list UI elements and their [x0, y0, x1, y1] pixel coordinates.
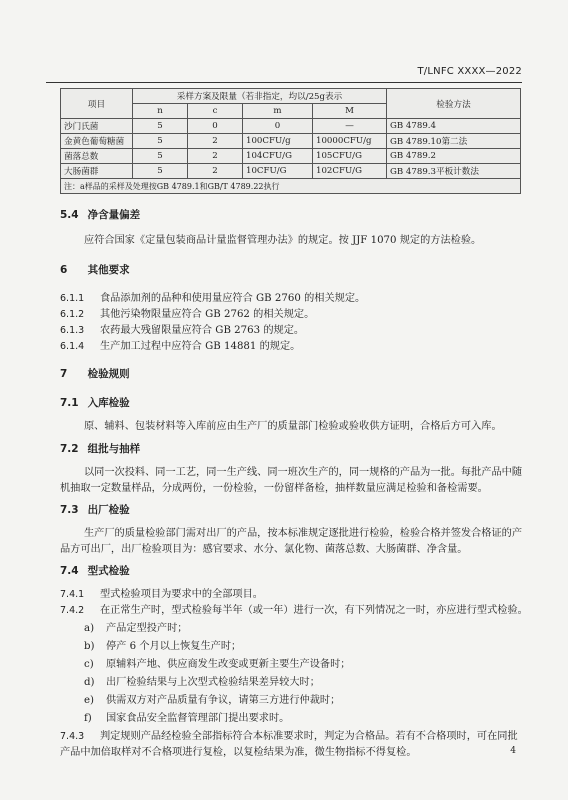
section-heading-6 — [60, 262, 130, 277]
page-number: 4 — [510, 746, 516, 756]
section-heading-7-3 — [60, 502, 130, 517]
list-item — [84, 619, 188, 634]
table-cell: 10000CFU/g — [313, 134, 387, 149]
paragraph-line: 品方可出厂，出厂检验项目为：感官要求、水分、氯化物、菌落总数、大肠菌群、净含量。 — [60, 544, 468, 555]
paragraph: 应符合国家《定量包装商品计量监督管理办法》的规定。按 JJF 1070 规定的方法检验。 — [84, 235, 482, 246]
table-note-row — [61, 179, 521, 194]
table-cell: 100CFU/g — [243, 134, 313, 149]
section-number: 7.4 — [60, 565, 79, 577]
table-cell: 0 — [243, 119, 313, 134]
table-cell: 0 — [188, 119, 243, 134]
header-rule — [46, 82, 522, 83]
section-title: 出厂检验 — [87, 504, 130, 516]
table-header-cell: M — [313, 104, 387, 119]
table-header-cell: n — [133, 104, 188, 119]
table-row — [61, 149, 521, 164]
table-cell: 10CFU/G — [243, 164, 313, 179]
clause-number: 7.4.3 — [60, 731, 85, 742]
table-cell: GB 4789.10第二法 — [387, 134, 521, 149]
microbiology-table — [60, 88, 521, 194]
table-note: 注：a样品的采样及处理按GB 4789.1和GB/T 4789.22执行 — [61, 179, 521, 194]
clause-number: 6.1.4 — [60, 341, 85, 352]
table-cell: 菌落总数 — [61, 149, 133, 164]
table-cell: 5 — [133, 134, 188, 149]
list-marker: c) — [84, 659, 94, 670]
paragraph-line: 生产厂的质量检验部门需对出厂的产品，按本标准规定逐批进行检验，检验合格并签发合格证的产 — [84, 528, 523, 539]
document-id: T/LNFC XXXX—2022 — [417, 66, 522, 77]
section-number: 5.4 — [60, 209, 79, 221]
list-item — [84, 709, 289, 724]
table-cell: — — [313, 119, 387, 134]
table-cell: GB 4789.4 — [387, 119, 521, 134]
list-marker: e) — [84, 695, 95, 706]
list-marker: a) — [84, 623, 95, 634]
clause-text: 判定规则产品经检验全部指标符合本标准要求时，判定为合格品。若有不合格项时，可在同批 — [100, 731, 518, 742]
section-heading-7-2 — [60, 441, 140, 456]
list-marker: f) — [84, 713, 92, 724]
list-item — [84, 637, 241, 652]
list-marker: b) — [84, 641, 95, 652]
clause-6-1-2 — [60, 305, 314, 320]
list-text: 供需双方对产品质量有争议，请第三方进行仲裁时； — [106, 695, 341, 706]
section-title: 净含量偏差 — [87, 209, 141, 221]
table-cell: 5 — [133, 164, 188, 179]
clause-7-4-2 — [60, 601, 528, 616]
clause-number: 6.1.1 — [60, 293, 85, 304]
table-row — [61, 134, 521, 149]
table-cell: 大肠菌群 — [61, 164, 133, 179]
table-cell: 金黄色葡萄糖菌 — [61, 134, 133, 149]
list-text: 国家食品安全监督管理部门提出要求时。 — [106, 713, 290, 724]
paragraph-line: 产品中加倍取样对不合格项进行复检，以复检结果为准，微生物指标不得复检。 — [60, 747, 417, 758]
section-heading-5-4 — [60, 207, 140, 222]
table-row — [61, 164, 521, 179]
clause-7-4-1 — [60, 585, 263, 600]
section-title: 其他要求 — [87, 264, 130, 276]
section-number: 7.1 — [60, 397, 79, 409]
clause-text: 农药最大残留限量应符合 GB 2763 的规定。 — [100, 325, 305, 336]
table-cell: GB 4789.2 — [387, 149, 521, 164]
section-title: 检验规则 — [87, 368, 130, 380]
clause-text: 其他污染物限量应符合 GB 2762 的相关规定。 — [100, 309, 315, 320]
table-cell: GB 4789.3平板计数法 — [387, 164, 521, 179]
paragraph-line: 机抽取一定数量样品，分成两份，一份检验，一份留样备检，抽样数量应满足检验和备检需要。 — [60, 483, 488, 494]
list-item — [84, 673, 320, 688]
section-title: 型式检验 — [87, 565, 130, 577]
section-number: 7.3 — [60, 504, 79, 516]
table-header-cell: c — [188, 104, 243, 119]
table-cell: 2 — [188, 164, 243, 179]
clause-text: 食品添加剂的品种和使用量应符合 GB 2760 的相关规定。 — [100, 293, 366, 304]
paragraph-line: 以同一次投料、同一工艺，同一生产线、同一班次生产的，同一规格的产品为一批。每批产品中随 — [84, 467, 523, 478]
clause-text: 型式检验项目为要求中的全部项目。 — [100, 589, 263, 600]
clause-number: 7.4.1 — [60, 589, 85, 600]
table-header-cell: 采样方案及限量（若非指定，均以/25g表示 — [133, 89, 387, 104]
clause-text: 生产加工过程中应符合 GB 14881 的规定。 — [100, 341, 301, 352]
clause-6-1-4 — [60, 337, 300, 352]
table-cell: 105CFU/G — [313, 149, 387, 164]
table-header-row — [61, 89, 521, 104]
list-item — [84, 655, 351, 670]
table-cell: 102CFU/G — [313, 164, 387, 179]
list-text: 停产 6 个月以上恢复生产时； — [106, 641, 242, 652]
clause-7-4-3 — [60, 727, 518, 742]
section-number: 7.2 — [60, 443, 79, 455]
clause-number: 6.1.2 — [60, 309, 85, 320]
section-number: 7 — [60, 368, 68, 380]
list-text: 出厂检验结果与上次型式检验结果差异较大时； — [106, 677, 320, 688]
section-heading-7 — [60, 366, 130, 381]
table-cell: 5 — [133, 119, 188, 134]
section-number: 6 — [60, 264, 68, 276]
section-heading-7-1 — [60, 395, 130, 410]
section-title: 入库检验 — [87, 397, 130, 409]
table-cell: 2 — [188, 134, 243, 149]
table-cell: 5 — [133, 149, 188, 164]
table-cell: 沙门氏菌 — [61, 119, 133, 134]
table-header-cell: 检验方法 — [387, 89, 521, 119]
list-marker: d) — [84, 677, 95, 688]
list-item — [84, 691, 340, 706]
table-cell: 2 — [188, 149, 243, 164]
table-cell: 104CFU/G — [243, 149, 313, 164]
clause-number: 7.4.2 — [60, 605, 85, 616]
clause-6-1-3 — [60, 321, 304, 336]
clause-number: 6.1.3 — [60, 325, 85, 336]
paragraph: 原、辅料、包装材料等入库前应由生产厂的质量部门检验或验收供方证明，合格后方可入库。 — [84, 421, 502, 432]
section-title: 组批与抽样 — [87, 443, 141, 455]
clause-text: 在正常生产时，型式检验每半年（或一年）进行一次，有下列情况之一时，亦应进行型式检验。 — [100, 605, 528, 616]
section-heading-7-4 — [60, 563, 130, 578]
list-text: 产品定型投产时； — [106, 623, 188, 634]
clause-6-1-1 — [60, 289, 365, 304]
table-header-cell: 项目 — [61, 89, 133, 119]
table-row — [61, 119, 521, 134]
list-text: 原辅料产地、供应商发生改变或更新主要生产设备时； — [106, 659, 351, 670]
table-header-cell: m — [243, 104, 313, 119]
